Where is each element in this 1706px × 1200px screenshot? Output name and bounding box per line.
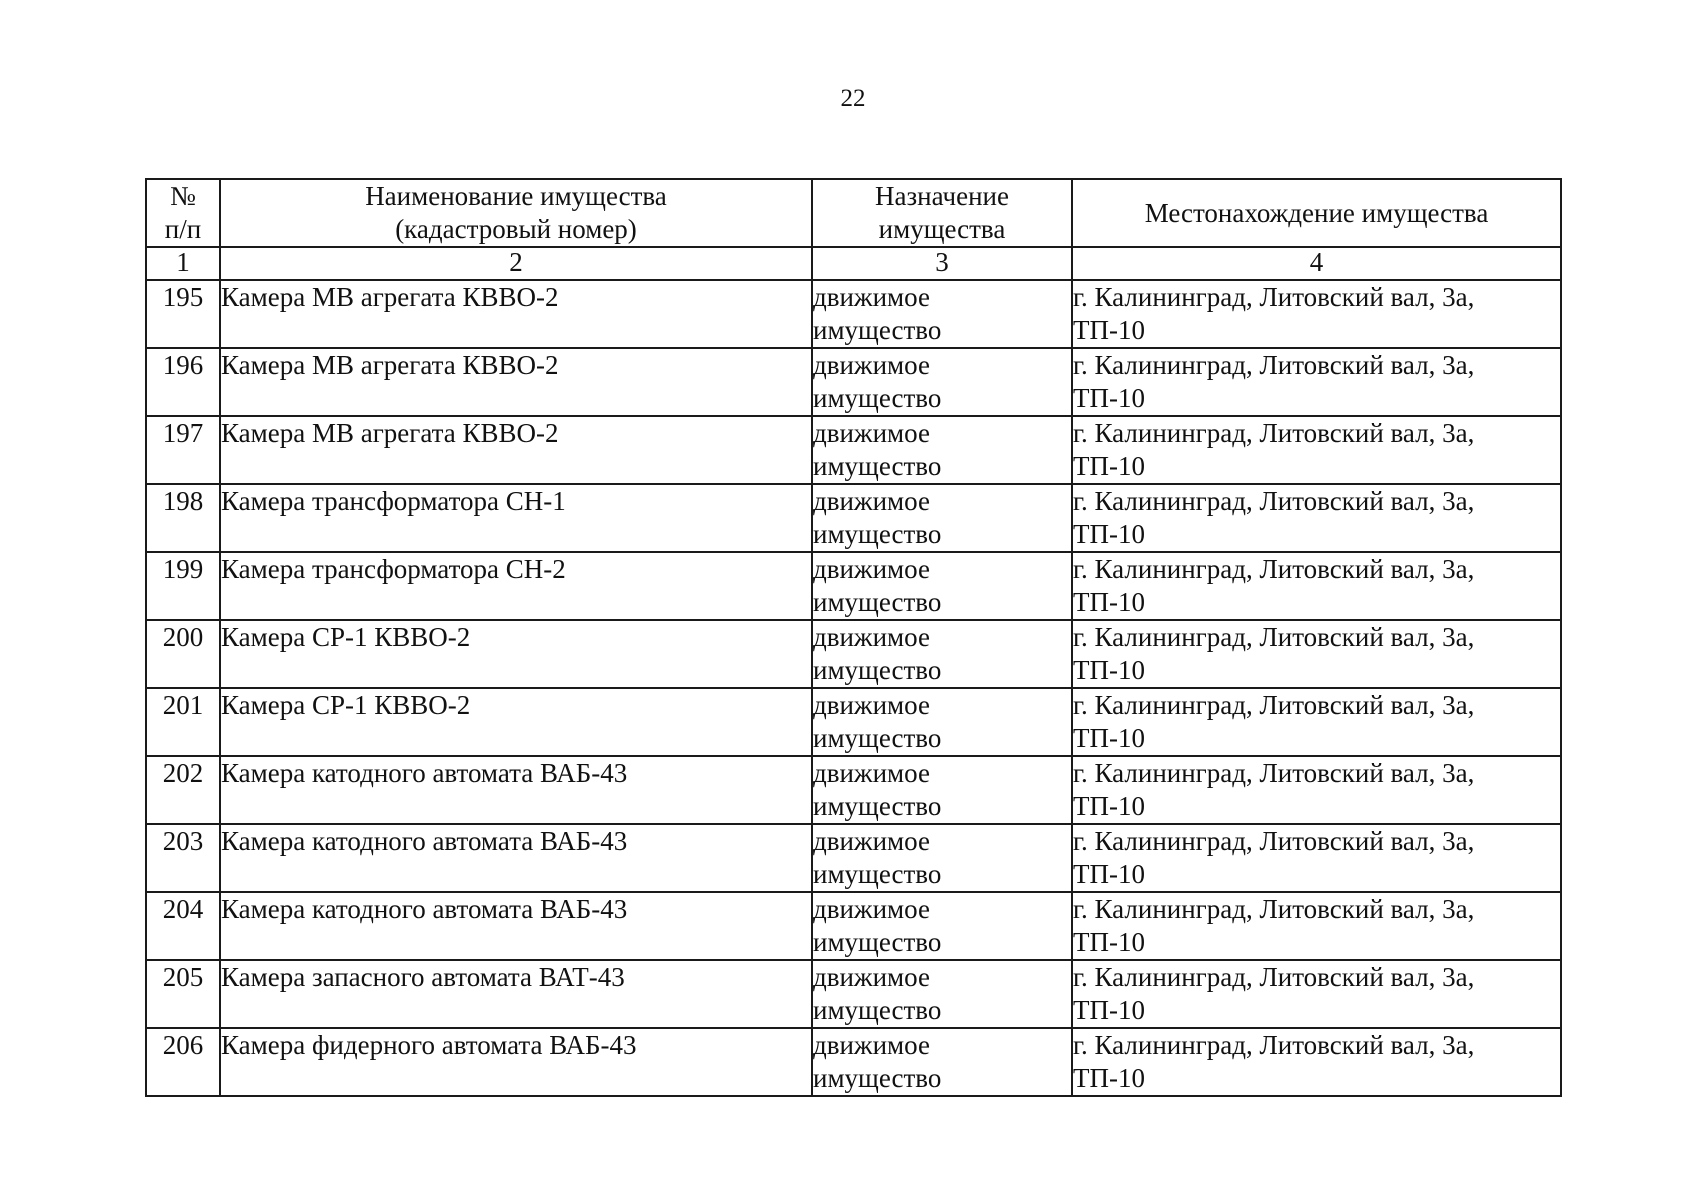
header-purpose-line: имущества bbox=[878, 214, 1006, 244]
property-purpose-line: имущество bbox=[813, 315, 942, 345]
header-name-line: Наименование имущества bbox=[365, 181, 667, 211]
property-name-text: Камера катодного автомата ВАБ-43 bbox=[221, 894, 628, 924]
property-location bbox=[1072, 892, 1561, 960]
table-row bbox=[146, 348, 1561, 416]
property-location-line: ТП-10 bbox=[1073, 315, 1145, 345]
table-row bbox=[146, 960, 1561, 1028]
property-table bbox=[145, 178, 1562, 1097]
header-name-line: (кадастровый номер) bbox=[395, 214, 637, 244]
property-location bbox=[1072, 1028, 1561, 1096]
property-purpose-line: имущество bbox=[813, 1063, 942, 1093]
property-location bbox=[1072, 416, 1561, 484]
property-location-line: г. Калининград, Литовский вал, 3а, bbox=[1073, 826, 1475, 856]
row-number-text: 199 bbox=[162, 554, 204, 584]
property-location-line: г. Калининград, Литовский вал, 3а, bbox=[1073, 690, 1475, 720]
property-location bbox=[1072, 280, 1561, 348]
property-purpose bbox=[812, 1028, 1072, 1096]
row-number bbox=[146, 1028, 220, 1096]
property-name-text: Камера трансформатора СН-2 bbox=[221, 554, 566, 584]
property-purpose-line: имущество bbox=[813, 927, 942, 957]
property-purpose-line: имущество bbox=[813, 859, 942, 889]
property-purpose bbox=[812, 416, 1072, 484]
row-number-text: 197 bbox=[162, 418, 204, 448]
header-num bbox=[146, 179, 220, 247]
property-location-line: ТП-10 bbox=[1073, 519, 1145, 549]
property-location-line: ТП-10 bbox=[1073, 587, 1145, 617]
property-location bbox=[1072, 960, 1561, 1028]
row-number-text: 206 bbox=[162, 1030, 204, 1060]
property-purpose-line: движимое bbox=[813, 894, 930, 924]
property-purpose-line: имущество bbox=[813, 451, 942, 481]
property-purpose-line: движимое bbox=[813, 350, 930, 380]
property-location-line: г. Калининград, Литовский вал, 3а, bbox=[1073, 486, 1475, 516]
row-number-text: 202 bbox=[162, 758, 204, 788]
property-location bbox=[1072, 756, 1561, 824]
property-location-line: ТП-10 bbox=[1073, 723, 1145, 753]
property-name-text: Камера фидерного автомата ВАБ-43 bbox=[221, 1030, 637, 1060]
table-row bbox=[146, 892, 1561, 960]
table-row bbox=[146, 824, 1561, 892]
table-row bbox=[146, 484, 1561, 552]
table-row bbox=[146, 1028, 1561, 1096]
property-location-line: г. Калининград, Литовский вал, 3а, bbox=[1073, 350, 1475, 380]
property-purpose-line: имущество bbox=[813, 587, 942, 617]
column-index: 2 bbox=[220, 247, 812, 280]
property-purpose-line: имущество bbox=[813, 791, 942, 821]
property-location-line: ТП-10 bbox=[1073, 655, 1145, 685]
row-number-text: 201 bbox=[162, 690, 204, 720]
property-location bbox=[1072, 824, 1561, 892]
property-purpose-line: имущество bbox=[813, 655, 942, 685]
header-location-line: Местонахождение имущества bbox=[1144, 197, 1489, 228]
property-name bbox=[220, 960, 812, 1028]
table-row bbox=[146, 688, 1561, 756]
property-purpose-line: движимое bbox=[813, 690, 930, 720]
table-row bbox=[146, 552, 1561, 620]
row-number bbox=[146, 688, 220, 756]
property-location-line: ТП-10 bbox=[1073, 995, 1145, 1025]
row-number bbox=[146, 824, 220, 892]
row-number bbox=[146, 620, 220, 688]
property-purpose bbox=[812, 280, 1072, 348]
property-name bbox=[220, 756, 812, 824]
property-purpose bbox=[812, 960, 1072, 1028]
row-number-text: 200 bbox=[162, 622, 204, 652]
row-number bbox=[146, 552, 220, 620]
property-purpose-line: движимое bbox=[813, 486, 930, 516]
property-purpose bbox=[812, 824, 1072, 892]
header-purpose-line: Назначение bbox=[875, 181, 1009, 211]
property-purpose-line: движимое bbox=[813, 282, 930, 312]
property-location-line: г. Калининград, Литовский вал, 3а, bbox=[1073, 554, 1475, 584]
property-location-line: г. Калининград, Литовский вал, 3а, bbox=[1073, 962, 1475, 992]
property-location-line: г. Калининград, Литовский вал, 3а, bbox=[1073, 758, 1475, 788]
property-purpose-line: движимое bbox=[813, 826, 930, 856]
header-num-line: № bbox=[170, 181, 196, 211]
property-location-line: ТП-10 bbox=[1073, 927, 1145, 957]
property-name-text: Камера катодного автомата ВАБ-43 bbox=[221, 758, 628, 788]
property-name bbox=[220, 416, 812, 484]
row-number bbox=[146, 484, 220, 552]
row-number bbox=[146, 280, 220, 348]
property-location-line: ТП-10 bbox=[1073, 859, 1145, 889]
row-number bbox=[146, 756, 220, 824]
property-location bbox=[1072, 688, 1561, 756]
property-location-line: г. Калининград, Литовский вал, 3а, bbox=[1073, 1030, 1475, 1060]
property-name-text: Камера МВ агрегата КВВО-2 bbox=[221, 350, 559, 380]
property-location-line: г. Калининград, Литовский вал, 3а, bbox=[1073, 282, 1475, 312]
property-name bbox=[220, 824, 812, 892]
property-name bbox=[220, 484, 812, 552]
property-purpose-line: движимое bbox=[813, 622, 930, 652]
property-purpose bbox=[812, 756, 1072, 824]
row-number bbox=[146, 416, 220, 484]
property-name-text: Камера СР-1 КВВО-2 bbox=[221, 690, 471, 720]
table-row bbox=[146, 620, 1561, 688]
property-location-line: г. Калининград, Литовский вал, 3а, bbox=[1073, 894, 1475, 924]
property-purpose-line: имущество bbox=[813, 723, 942, 753]
property-name bbox=[220, 688, 812, 756]
property-name bbox=[220, 280, 812, 348]
property-purpose-line: движимое bbox=[813, 1030, 930, 1060]
property-name bbox=[220, 348, 812, 416]
row-number-text: 205 bbox=[162, 962, 204, 992]
property-name bbox=[220, 620, 812, 688]
property-location-line: г. Калининград, Литовский вал, 3а, bbox=[1073, 622, 1475, 652]
property-location bbox=[1072, 484, 1561, 552]
table-header-row bbox=[146, 179, 1561, 247]
header-num-line: п/п bbox=[164, 214, 202, 244]
row-number bbox=[146, 960, 220, 1028]
row-number bbox=[146, 892, 220, 960]
property-name bbox=[220, 892, 812, 960]
row-number-text: 203 bbox=[162, 826, 204, 856]
table-row bbox=[146, 416, 1561, 484]
column-index: 1 bbox=[146, 247, 220, 280]
header-name bbox=[220, 179, 812, 247]
property-name-text: Камера трансформатора СН-1 bbox=[221, 486, 566, 516]
property-purpose-line: движимое bbox=[813, 554, 930, 584]
property-location-line: ТП-10 bbox=[1073, 451, 1145, 481]
table-row bbox=[146, 280, 1561, 348]
row-number bbox=[146, 348, 220, 416]
property-name bbox=[220, 1028, 812, 1096]
row-number-text: 204 bbox=[162, 894, 204, 924]
property-name-text: Камера МВ агрегата КВВО-2 bbox=[221, 418, 559, 448]
property-purpose bbox=[812, 348, 1072, 416]
column-index-row bbox=[146, 247, 1561, 280]
property-purpose bbox=[812, 552, 1072, 620]
property-purpose-line: имущество bbox=[813, 995, 942, 1025]
table-row bbox=[146, 756, 1561, 824]
row-number-text: 196 bbox=[162, 350, 204, 380]
header-purpose bbox=[812, 179, 1072, 247]
property-location bbox=[1072, 620, 1561, 688]
property-location bbox=[1072, 552, 1561, 620]
property-name-text: Камера запасного автомата ВАТ-43 bbox=[221, 962, 625, 992]
header-location bbox=[1072, 179, 1561, 247]
page-number: 22 bbox=[840, 85, 866, 112]
property-name-text: Камера СР-1 КВВО-2 bbox=[221, 622, 471, 652]
property-location bbox=[1072, 348, 1561, 416]
property-purpose-line: движимое bbox=[813, 758, 930, 788]
property-purpose bbox=[812, 688, 1072, 756]
property-name bbox=[220, 552, 812, 620]
property-name-text: Камера МВ агрегата КВВО-2 bbox=[221, 282, 559, 312]
column-index: 3 bbox=[812, 247, 1072, 280]
property-purpose bbox=[812, 892, 1072, 960]
table-body bbox=[146, 280, 1561, 1096]
property-purpose-line: движимое bbox=[813, 418, 930, 448]
row-number-text: 198 bbox=[162, 486, 204, 516]
property-purpose bbox=[812, 484, 1072, 552]
property-location-line: г. Калининград, Литовский вал, 3а, bbox=[1073, 418, 1475, 448]
property-location-line: ТП-10 bbox=[1073, 383, 1145, 413]
property-location-line: ТП-10 bbox=[1073, 791, 1145, 821]
property-location-line: ТП-10 bbox=[1073, 1063, 1145, 1093]
property-purpose bbox=[812, 620, 1072, 688]
column-index: 4 bbox=[1072, 247, 1561, 280]
property-name-text: Камера катодного автомата ВАБ-43 bbox=[221, 826, 628, 856]
property-purpose-line: имущество bbox=[813, 383, 942, 413]
property-purpose-line: имущество bbox=[813, 519, 942, 549]
property-purpose-line: движимое bbox=[813, 962, 930, 992]
row-number-text: 195 bbox=[162, 282, 204, 312]
